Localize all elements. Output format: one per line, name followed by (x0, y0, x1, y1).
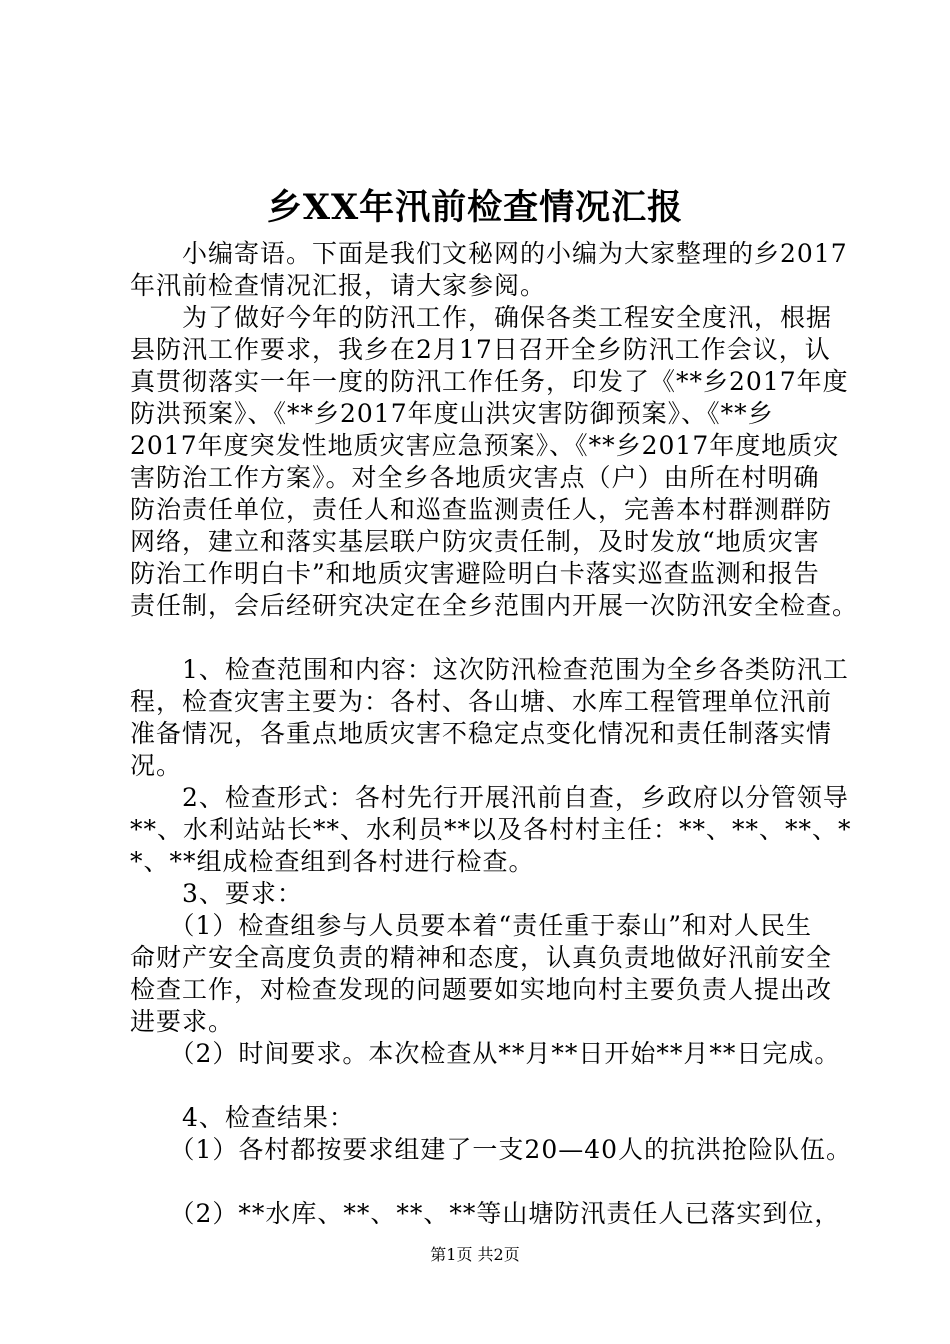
body-line: 县防汛工作要求，我乡在2月17日召开全乡防汛工作会议，认 (130, 335, 831, 364)
body-line: 防洪预案》、《**乡2017年度山洪灾害防御预案》、《**乡 (130, 399, 774, 428)
body-line: *、**组成检查组到各村进行检查。 (130, 847, 535, 876)
body-line: 3、要求： (130, 879, 303, 908)
body-line: 2017年度突发性地质灾害应急预案》、《**乡2017年度地质灾 (130, 431, 840, 460)
body-line: 程，检查灾害主要为：各村、各山塘、水库工程管理单位汛前 (130, 687, 833, 716)
body-line: 准备情况，各重点地质灾害不稳定点变化情况和责任制落实情 (130, 719, 833, 748)
body-line: 年汛前检查情况汇报，请大家参阅。 (130, 271, 547, 300)
body-line: 检查工作，对检查发现的问题要如实地向村主要负责人提出改 (130, 975, 833, 1004)
body-line: 真贯彻落实一年一度的防汛工作任务，印发了《**乡2017年度 (130, 367, 849, 396)
body-line: 为了做好今年的防汛工作，确保各类工程安全度汛，根据 (130, 303, 833, 332)
body-line: 害防治工作方案》。对全乡各地质灾害点（户）由所在村明确 (130, 463, 820, 492)
body-line: 1、检查范围和内容：这次防汛检查范围为全乡各类防汛工 (130, 655, 849, 684)
body-line: 网络，建立和落实基层联户防灾责任制，及时发放“地质灾害 (130, 527, 820, 556)
body-line: 2、检查形式：各村先行开展汛前自查，乡政府以分管领导 (130, 783, 849, 812)
body-line: 责任制，会后经研究决定在全乡范围内开展一次防汛安全检查。 (130, 591, 859, 620)
body-line: 小编寄语。下面是我们文秘网的小编为大家整理的乡2017 (130, 239, 848, 268)
body-line: （2）时间要求。本次检查从**月**日开始**月**日完成。 (130, 1039, 841, 1068)
body-line: （2）**水库、**、**、**等山塘防汛责任人已落实到位， (130, 1199, 841, 1228)
body-line: 进要求。 (130, 1007, 235, 1036)
body-line: **、水利站站长**、水利员**以及各村村主任：**、**、**、* (130, 815, 852, 844)
body-line: （1）检查组参与人员要本着“责任重于泰山”和对人民生 (130, 911, 812, 940)
body-line: 4、检查结果： (130, 1103, 355, 1132)
body-line: （1）各村都按要求组建了一支20—40人的抗洪抢险队伍。 (130, 1135, 853, 1164)
page-number-footer: 第1页 共2页 (430, 1245, 520, 1264)
body-line: 况。 (130, 751, 183, 780)
body-line: 防治责任单位，责任人和巡查监测责任人，完善本村群测群防 (130, 495, 833, 524)
document-title: 乡XX年汛前检查情况汇报 (266, 187, 684, 228)
body-line: 防治工作明白卡”和地质灾害避险明白卡落实巡查监测和报告 (130, 559, 820, 588)
body-line: 命财产安全高度负责的精神和态度，认真负责地做好汛前安全 (130, 943, 833, 972)
